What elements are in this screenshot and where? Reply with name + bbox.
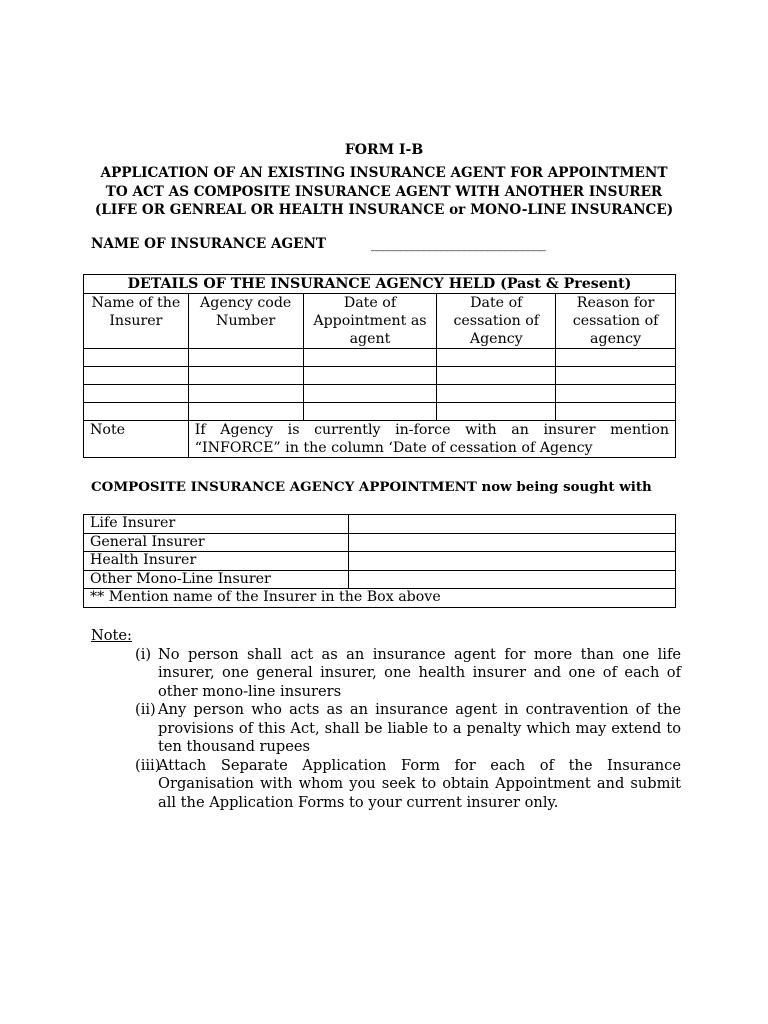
table-cell[interactable]	[303, 367, 437, 385]
table-cell[interactable]	[84, 349, 189, 367]
column-header: Reason for cessation of agency	[556, 294, 676, 349]
column-header: Name of the Insurer	[84, 294, 189, 349]
agency-table-title: DETAILS OF THE INSURANCE AGENCY HELD (Past & Present)	[84, 275, 676, 294]
note-number: (ii)	[135, 701, 156, 718]
insurer-footnote: ** Mention name of the Insurer in the Box above	[84, 589, 676, 608]
agency-details-table	[83, 274, 676, 458]
form-title-line: TO ACT AS COMPOSITE INSURANCE AGENT WITH ANOTHER INSURER	[105, 183, 663, 200]
note-number: (iii)	[135, 756, 161, 774]
table-row	[84, 515, 676, 534]
insurer-type-label: Health Insurer	[84, 552, 349, 571]
insurer-name-field[interactable]	[348, 515, 675, 534]
table-cell[interactable]	[188, 385, 303, 403]
note-item	[91, 646, 681, 702]
table-row	[84, 552, 676, 571]
notes-section	[91, 627, 681, 812]
insurer-type-label: Life Insurer	[84, 515, 349, 534]
form-title	[84, 164, 684, 220]
note-item	[91, 757, 681, 813]
note-text: No person shall act as an insurance agent for more than one life insurer, one general insurer, one health insurer and one of each of other mono-line insurers	[158, 645, 681, 700]
table-row	[84, 349, 676, 367]
table-cell[interactable]	[437, 385, 556, 403]
form-id: FORM I-B	[344, 142, 424, 158]
table-cell[interactable]	[188, 367, 303, 385]
table-cell[interactable]	[84, 367, 189, 385]
form-title-line: (LIFE OR GENREAL OR HEALTH INSURANCE or MONO-LINE INSURANCE)	[94, 202, 674, 218]
table-row	[84, 589, 676, 608]
note-text: If Agency is currently in-force with an insurer mention “INFORCE” in the column ‘Date of cessation of Agency	[188, 421, 675, 458]
composite-heading-rest: now being sought with	[476, 479, 652, 495]
note-text: Any person who acts as an insurance agent in contravention of the provisions of this Act, shall be liable to a penalty which may extend to ten thousand rupees	[158, 701, 681, 755]
table-cell[interactable]	[437, 403, 556, 421]
note-item	[91, 701, 681, 757]
table-cell[interactable]	[437, 349, 556, 367]
note-number: (i)	[135, 645, 152, 663]
agency-note-row	[84, 421, 676, 458]
table-cell[interactable]	[84, 385, 189, 403]
column-header: Date of Appointment as agent	[303, 294, 437, 349]
table-cell[interactable]	[437, 367, 556, 385]
insurer-type-label: General Insurer	[84, 533, 349, 552]
table-cell[interactable]	[84, 403, 189, 421]
note-text: Attach Separate Application Form for each of the Insurance Organisation with whom you seek to obtain Appointment and submit all the Application Forms to your current insurer only.	[158, 756, 681, 811]
table-row	[84, 367, 676, 385]
insurer-name-field[interactable]	[348, 533, 675, 552]
agency-table-header-row	[84, 294, 676, 349]
insurer-type-label: Other Mono-Line Insurer	[84, 570, 349, 589]
table-cell[interactable]	[303, 349, 437, 367]
table-cell[interactable]	[188, 349, 303, 367]
table-row	[84, 533, 676, 552]
table-cell[interactable]	[556, 367, 676, 385]
agent-name-row	[91, 236, 681, 252]
agent-name-field[interactable]: ______________________________	[371, 236, 545, 252]
insurer-name-field[interactable]	[348, 570, 675, 589]
table-row	[84, 385, 676, 403]
column-header: Date of cessation of Agency	[437, 294, 556, 349]
table-cell[interactable]	[556, 385, 676, 403]
table-cell[interactable]	[303, 403, 437, 421]
table-cell[interactable]	[556, 349, 676, 367]
composite-heading	[91, 479, 652, 495]
table-row	[84, 570, 676, 589]
agent-name-label: NAME OF INSURANCE AGENT	[91, 236, 327, 252]
insurer-name-field[interactable]	[348, 552, 675, 571]
table-cell[interactable]	[556, 403, 676, 421]
table-row	[84, 403, 676, 421]
insurer-table	[83, 514, 676, 608]
composite-heading-bold: COMPOSITE INSURANCE AGENCY APPOINTMENT	[91, 479, 477, 495]
notes-label: Note:	[91, 627, 132, 644]
column-header: Agency code Number	[188, 294, 303, 349]
table-cell[interactable]	[188, 403, 303, 421]
table-cell[interactable]	[303, 385, 437, 403]
note-label: Note	[84, 421, 189, 458]
form-title-line: APPLICATION OF AN EXISTING INSURANCE AGENT FOR APPOINTMENT	[100, 165, 668, 181]
